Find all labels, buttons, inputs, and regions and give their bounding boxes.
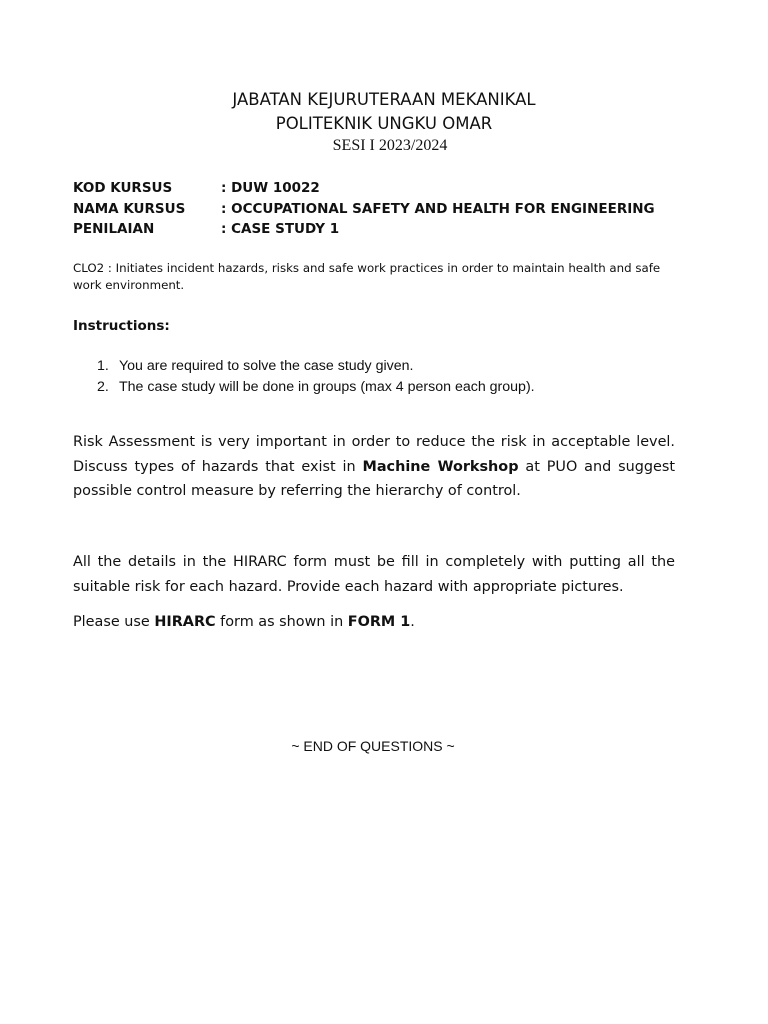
list-item — [73, 377, 535, 398]
info-row-course-name — [73, 199, 655, 220]
document-header — [0, 88, 768, 156]
form-number: FORM 1 — [347, 614, 411, 630]
end-of-questions: ~ END OF QUESTIONS ~ — [291, 738, 455, 754]
form-reference-text: . — [410, 614, 415, 630]
list-item-number: 1. — [97, 358, 109, 374]
form-reference-paragraph — [73, 610, 675, 635]
instructions-heading: Instructions: — [73, 318, 170, 334]
institution-title: POLITEKNIK UNGKU OMAR — [275, 114, 493, 133]
form-reference-text: form as shown in — [215, 614, 348, 630]
clo-statement: CLO2 : Initiates incident hazards, risks and safe work practices in order to maintain health and safe work environment. — [73, 261, 661, 292]
list-item-text: You are required to solve the case study given. — [119, 358, 414, 374]
info-label: PENILAIAN — [73, 221, 155, 237]
form-name: HIRARC — [154, 614, 216, 630]
info-row-course-code — [73, 178, 655, 199]
session-title: SESI I 2023/2024 — [332, 137, 448, 154]
task-paragraph — [73, 430, 675, 504]
course-info — [73, 178, 655, 240]
list-item — [73, 356, 535, 377]
task-text-end: at PUO and suggest possible control measure by referring the hierarchy of control. — [73, 458, 675, 499]
info-label: KOD KURSUS — [73, 180, 173, 196]
info-value: : DUW 10022 — [221, 180, 320, 196]
info-label: NAMA KURSUS — [73, 200, 186, 217]
info-value: : OCCUPATIONAL SAFETY AND HEALTH FOR ENGINEERING — [221, 200, 655, 217]
form-requirement-paragraph: All the details in the HIRARC form must be fill in completely with putting all the suitable risk for each hazard. Provide each hazard with appropriate pictures. — [73, 554, 675, 595]
list-item-number: 2. — [97, 378, 109, 395]
info-value: : CASE STUDY 1 — [221, 221, 340, 237]
task-text-start: Risk Assessment is very important in order to reduce the risk in acceptable level. Discuss types of hazards that exist in — [73, 434, 675, 475]
instructions-list — [73, 356, 535, 397]
form-reference-text: Please use — [73, 614, 155, 630]
list-item-text: The case study will be done in groups (max 4 person each group). — [119, 378, 535, 395]
info-row-assessment — [73, 219, 655, 240]
department-title: JABATAN KEJURUTERAAN MEKANIKAL — [232, 90, 536, 109]
task-location: Machine Workshop — [362, 458, 519, 475]
